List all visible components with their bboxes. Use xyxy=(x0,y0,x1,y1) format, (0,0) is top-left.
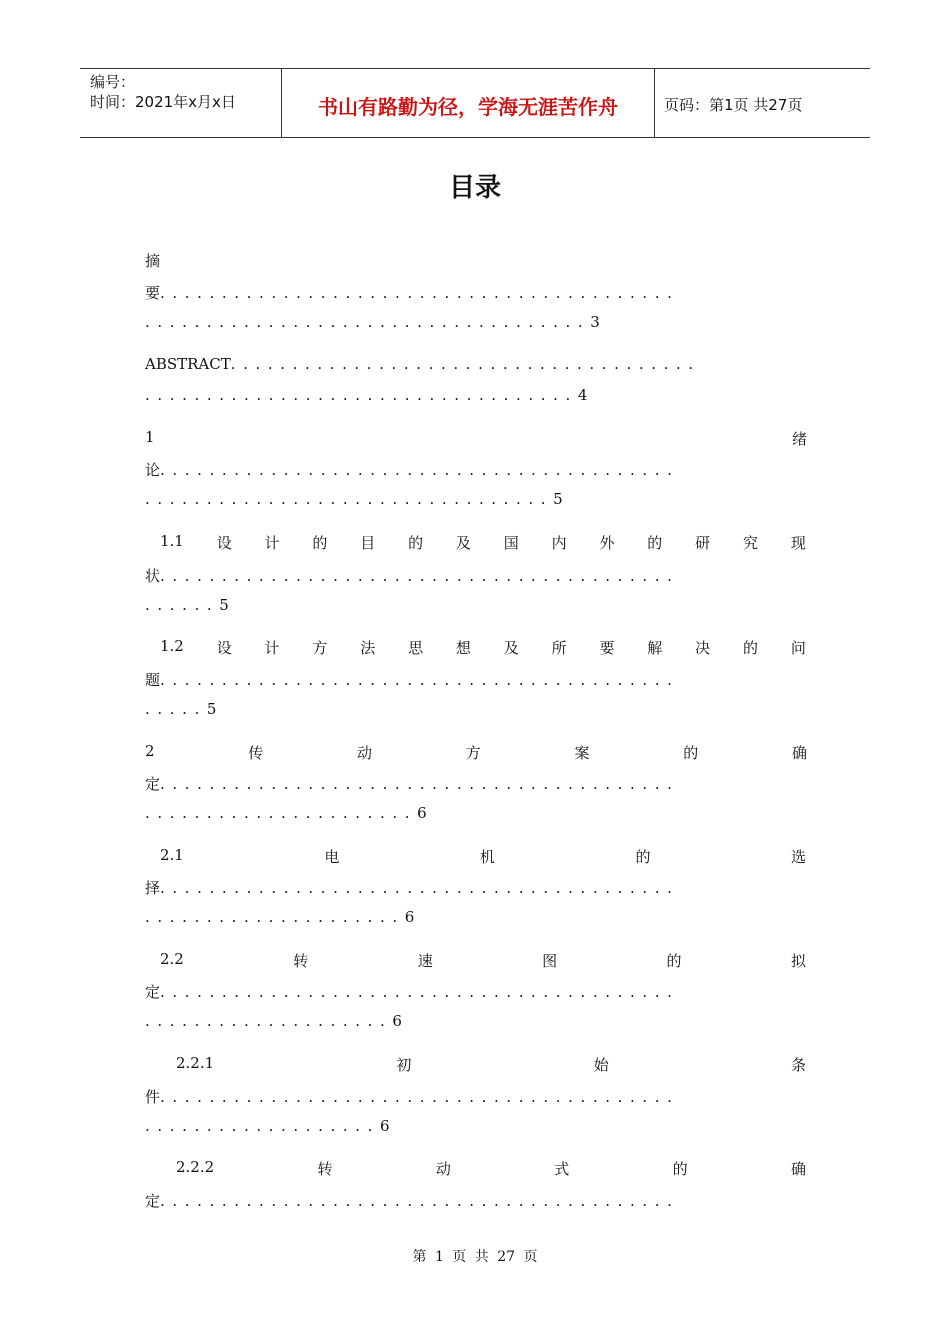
toc-leader-dots: ..... xyxy=(145,700,207,718)
toc-s12-line2 xyxy=(145,669,679,690)
toc-s21-page: 6 xyxy=(404,908,415,926)
toc-s12-line xyxy=(160,637,806,658)
toc-entry-word: 方 xyxy=(465,744,481,762)
toc-s22-tail xyxy=(145,1012,402,1030)
toc-entry-word: 究 xyxy=(742,534,758,552)
toc-entry-word: 现 xyxy=(790,534,806,552)
toc-leader-dots: ................................... xyxy=(145,386,578,404)
toc-s22-page: 6 xyxy=(392,1012,402,1030)
toc-entry-word: 外 xyxy=(599,534,615,552)
toc-leader-dots: .......................................... xyxy=(160,983,680,1001)
toc-entry-word: 转 xyxy=(293,952,309,970)
toc-entry-word: 决 xyxy=(695,639,711,657)
toc-abstract-cn-first: 摘 xyxy=(145,252,161,270)
toc-leader-dots: .......................................... xyxy=(160,671,680,689)
toc-entry-word: 目 xyxy=(360,534,376,552)
toc-abstract-en-page: 4 xyxy=(577,386,588,404)
toc-s22-line xyxy=(160,950,806,971)
toc-abstract-cn-tail xyxy=(145,313,600,331)
toc-s22-second: 定 xyxy=(145,983,161,1001)
toc-abstract-cn-second: 要 xyxy=(145,284,161,302)
toc-leader-dots: .................................... xyxy=(145,313,591,331)
toc-entry-word: 设 xyxy=(216,639,232,657)
header-page-cell xyxy=(654,69,870,137)
doc-time-label: 时间：2021年x月x日 xyxy=(90,93,236,111)
toc-entry-word: 思 xyxy=(408,639,424,657)
toc-leader-dots: .......................................... xyxy=(160,1088,680,1106)
toc-entry-word: 解 xyxy=(647,639,663,657)
toc-s221-line xyxy=(176,1054,806,1075)
toc-leader-dots: ................... xyxy=(145,1117,380,1135)
toc-abstract-en-tail xyxy=(145,386,587,404)
toc-ch1-second: 论 xyxy=(145,461,161,479)
toc-entry-number: 2 xyxy=(145,742,155,760)
toc-s21-line2 xyxy=(145,877,679,898)
toc-entry-word: 所 xyxy=(551,639,567,657)
toc-entry-word: 转 xyxy=(317,1160,333,1178)
toc-entry-word: 的 xyxy=(742,639,758,657)
page-title: 目录 xyxy=(448,173,501,203)
header-motto: 书山有路勤为径，学海无涯苦作舟 xyxy=(318,95,618,119)
toc-leader-dots: .................... xyxy=(145,1012,393,1030)
toc-entry-word: 初 xyxy=(396,1056,412,1074)
toc-s21-line xyxy=(160,846,806,867)
toc-entry-number: 2.2.2 xyxy=(176,1158,215,1176)
doc-number-label: 编号： xyxy=(90,73,136,91)
toc-abstract-en-title: ABSTRACT xyxy=(145,355,231,373)
toc-ch2-tail xyxy=(145,804,427,822)
toc-entry-word: 研 xyxy=(695,534,711,552)
toc-ch1-page: 5 xyxy=(553,490,563,508)
toc-s222-second: 定 xyxy=(145,1192,161,1210)
toc-ch1-line xyxy=(145,428,807,449)
toc-leader-dots: .......................................... xyxy=(160,567,680,585)
toc-s11-line2 xyxy=(145,565,679,586)
toc-ch2-page: 6 xyxy=(417,804,427,822)
toc-entry-word: 的 xyxy=(683,744,699,762)
toc-entry-word: 电 xyxy=(324,848,340,866)
toc-leader-dots: .......................................... xyxy=(160,775,680,793)
toc-abstract-en-line xyxy=(145,355,701,373)
toc-ch1-tail xyxy=(145,490,563,508)
toc-entry-word: 内 xyxy=(551,534,567,552)
toc-leader-dots: ...................................... xyxy=(230,355,701,373)
toc-entry-word: 的 xyxy=(647,534,663,552)
toc-entry-word: 机 xyxy=(479,848,495,866)
toc-entry-number: 2.1 xyxy=(160,846,184,864)
toc-s222-line2 xyxy=(145,1190,679,1211)
toc-entry-number: 2.2 xyxy=(160,950,184,968)
toc-s221-tail xyxy=(145,1117,390,1135)
toc-entry-word: 及 xyxy=(503,639,519,657)
toc-entry-word: 的 xyxy=(312,534,328,552)
toc-ch1-first: 绪 xyxy=(791,430,807,448)
toc-s22-line2 xyxy=(145,981,679,1002)
toc-entry-word: 要 xyxy=(599,639,615,657)
toc-entry-word: 国 xyxy=(503,534,519,552)
toc-entry-word: 计 xyxy=(264,534,280,552)
toc-s12-tail xyxy=(145,700,216,718)
toc-s11-second: 状 xyxy=(145,567,161,585)
toc-entry-word: 方 xyxy=(312,639,328,657)
toc-s11-page: 5 xyxy=(219,596,229,614)
toc-s12-second: 题 xyxy=(145,671,161,689)
toc-leader-dots: ................................. xyxy=(145,490,554,508)
toc-entry-word: 式 xyxy=(554,1160,570,1178)
toc-s221-second: 件 xyxy=(145,1088,161,1106)
toc-entry-word: 案 xyxy=(574,744,590,762)
toc-entry-word: 选 xyxy=(790,848,806,866)
toc-s21-second: 择 xyxy=(145,879,161,897)
toc-leader-dots: .......................................... xyxy=(160,461,680,479)
toc-entry-word: 确 xyxy=(791,744,807,762)
toc-s21-tail xyxy=(145,908,414,926)
toc-entry-word: 法 xyxy=(360,639,376,657)
toc-entry-word: 的 xyxy=(672,1160,688,1178)
toc-abstract-cn-page: 3 xyxy=(590,313,600,331)
toc-entry-number: 1.2 xyxy=(160,637,184,655)
toc-abstract-cn-line xyxy=(145,282,679,303)
toc-entry-word: 及 xyxy=(455,534,471,552)
toc-s11-line xyxy=(160,532,806,553)
toc-entry-word: 的 xyxy=(666,952,682,970)
header-meta-cell xyxy=(80,69,280,137)
toc-entry-word: 想 xyxy=(455,639,471,657)
toc-s221-line2 xyxy=(145,1086,679,1107)
toc-entry-word: 传 xyxy=(248,744,264,762)
toc-entry-word: 条 xyxy=(790,1056,806,1074)
toc-leader-dots: ...... xyxy=(145,596,220,614)
toc-entry-word: 速 xyxy=(417,952,433,970)
toc-entry-word: 设 xyxy=(216,534,232,552)
toc-entry-word: 动 xyxy=(357,744,373,762)
toc-ch2-second: 定 xyxy=(145,775,161,793)
toc-s222-line xyxy=(176,1158,806,1179)
toc-leader-dots: .......................................... xyxy=(160,879,680,897)
toc-leader-dots: .......................................... xyxy=(160,284,680,302)
toc-entry-word: 拟 xyxy=(790,952,806,970)
toc-entry-word: 图 xyxy=(542,952,558,970)
header-page-info: 页码：第1页 共27页 xyxy=(664,96,803,114)
toc-entry-word: 的 xyxy=(635,848,651,866)
toc-ch2-line2 xyxy=(145,773,679,794)
toc-entry-word: 的 xyxy=(408,534,424,552)
toc-ch1-line2 xyxy=(145,459,679,480)
toc-entry-word: 动 xyxy=(435,1160,451,1178)
page-footer: 第 1 页 共 27 页 xyxy=(412,1249,538,1265)
toc-entry-number: 2.2.1 xyxy=(176,1054,215,1072)
toc-entry-word: 问 xyxy=(790,639,806,657)
header-motto-cell xyxy=(281,69,655,137)
toc-ch1-number: 1 xyxy=(145,428,155,446)
toc-ch2-line xyxy=(145,742,807,763)
toc-leader-dots: .......................................... xyxy=(160,1192,680,1210)
toc-leader-dots: ..................... xyxy=(145,908,405,926)
toc-leader-dots: ...................... xyxy=(145,804,418,822)
toc-entry-word: 计 xyxy=(264,639,280,657)
toc-s12-page: 5 xyxy=(206,700,217,718)
toc-entry-number: 1.1 xyxy=(160,532,184,550)
toc-s11-tail xyxy=(145,596,229,614)
toc-s221-page: 6 xyxy=(380,1117,390,1135)
document-header xyxy=(80,68,870,138)
toc-entry-word: 确 xyxy=(790,1160,806,1178)
toc-entry-word: 始 xyxy=(593,1056,609,1074)
